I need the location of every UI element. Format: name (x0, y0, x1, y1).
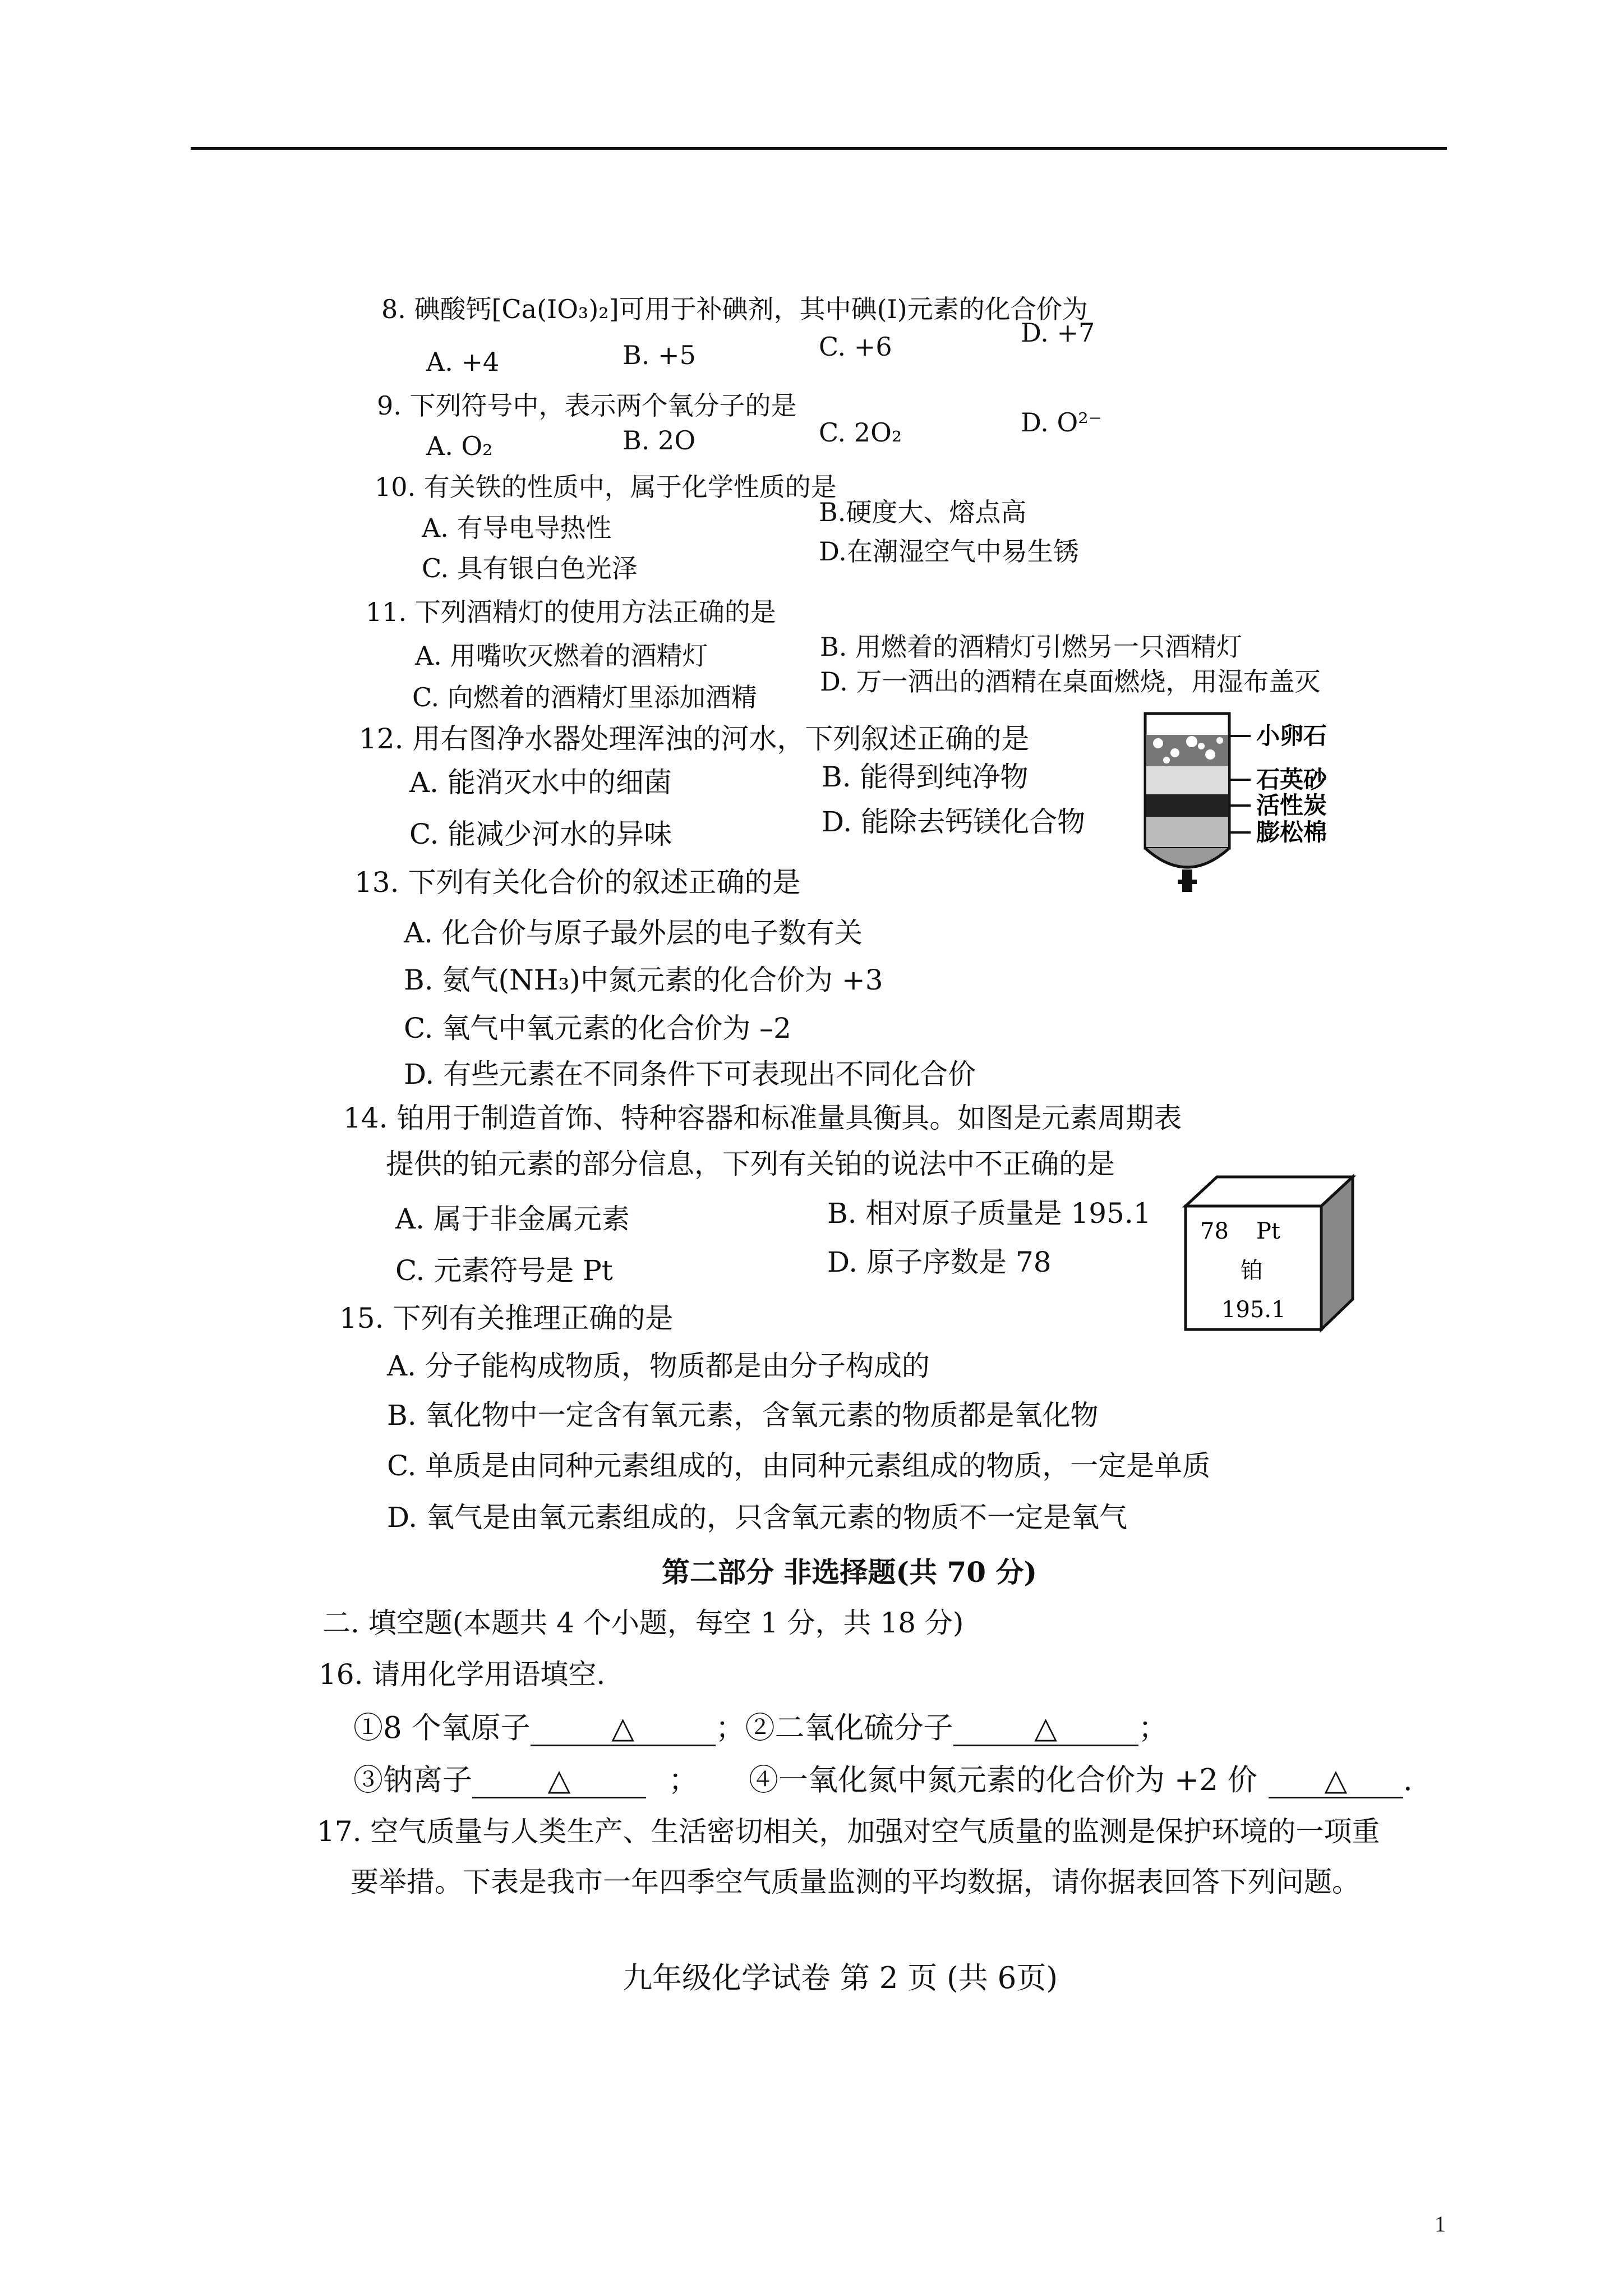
cotton-layer (1146, 817, 1228, 847)
element-name: 铂 (1241, 1258, 1263, 1283)
q17-line2: 要举措。下表是我市一年四季空气质量监测的平均数据，请你据表回答下列问题。 (351, 1866, 1360, 1898)
q8-option-d: D. +7 (1021, 318, 1095, 348)
q16-blank-4[interactable]: △ (1269, 1764, 1403, 1798)
q12-option-b: B. 能得到纯净物 (822, 761, 1029, 793)
q16-line1-end: ； (1138, 1711, 1168, 1745)
q16-item2-label: ；②二氧化硫分子 (715, 1711, 953, 1745)
q14-option-b: B. 相对原子质量是 195.1 (827, 1197, 1151, 1230)
cube-side (1321, 1177, 1353, 1329)
label-pebbles: 小卵石 (1256, 722, 1327, 749)
q9-option-d: D. O²⁻ (1021, 407, 1102, 438)
top-rule (191, 147, 1447, 150)
q9-option-c: C. 2O₂ (819, 417, 902, 448)
element-symbol: Pt (1256, 1218, 1280, 1244)
q10-stem: 10. 有关铁的性质中，属于化学性质的是 (375, 472, 837, 502)
q14-option-a: A. 属于非金属元素 (395, 1203, 630, 1235)
q8-option-a: A. +4 (426, 347, 500, 377)
part2-title: 第二部分 非选择题(共 70 分) (662, 1556, 1038, 1589)
q16-line2-end: . (1403, 1763, 1413, 1797)
q13-option-b: B. 氨气(NH₃)中氮元素的化合价为 +3 (404, 964, 883, 996)
q11-option-d: D. 万一洒出的酒精在桌面燃烧，用湿布盖灭 (820, 666, 1321, 697)
q16-line2 (353, 1764, 1413, 1798)
q12-option-a: A. 能消灭水中的细菌 (409, 766, 672, 799)
label-activated-carbon: 活性炭 (1256, 792, 1327, 819)
q11-stem: 11. 下列酒精灯的使用方法正确的是 (366, 597, 776, 627)
q9-option-a: A. O₂ (426, 431, 493, 461)
q16-stem: 16. 请用化学用语填空. (319, 1658, 606, 1691)
label-cotton: 膨松棉 (1256, 818, 1327, 846)
purifier-bottom (1145, 848, 1229, 867)
element-atomic-number: 78 (1200, 1218, 1229, 1244)
water-purifier-figure (1138, 701, 1363, 909)
q12-stem: 12. 用右图净水器处理浑浊的河水，下列叙述正确的是 (359, 723, 1030, 755)
q10-option-c: C. 具有银白色光泽 (422, 553, 638, 583)
section2-title: 二. 填空题(本题共 4 个小题，每空 1 分，共 18 分) (322, 1607, 964, 1639)
q15-option-a: A. 分子能构成物质，物质都是由分子构成的 (387, 1350, 930, 1382)
q14-option-c: C. 元素符号是 Pt (395, 1254, 613, 1287)
carbon-layer (1146, 794, 1228, 817)
q11-option-c: C. 向燃着的酒精灯里添加酒精 (412, 682, 757, 712)
q10-option-a: A. 有导电导热性 (422, 513, 612, 543)
page-footer: 九年级化学试卷 第 2 页 (共 6页) (623, 1961, 1058, 1995)
q16-blank-1[interactable]: △ (531, 1712, 716, 1746)
q14-stem-line1: 14. 铂用于制造首饰、特种容器和标准量具衡具。如图是元素周期表 (343, 1102, 1182, 1134)
q11-option-b: B. 用燃着的酒精灯引燃另一只酒精灯 (820, 632, 1243, 662)
page-number: 1 (1435, 2211, 1446, 2237)
q16-item3-end: ； (668, 1763, 698, 1797)
q8-stem: 8. 碘酸钙[Ca(IO₃)₂]可用于补碘剂，其中碘(I)元素的化合价为 (381, 294, 1088, 324)
q16-item1-label: ①8 个氧原子 (353, 1711, 531, 1745)
q12-option-d: D. 能除去钙镁化合物 (822, 806, 1086, 838)
q10-option-b: B.硬度大、熔点高 (819, 497, 1027, 527)
q13-option-d: D. 有些元素在不同条件下可表现出不同化合价 (404, 1058, 976, 1091)
q14-option-d: D. 原子序数是 78 (827, 1246, 1052, 1278)
q11-option-a: A. 用嘴吹灭燃着的酒精灯 (415, 641, 708, 671)
q13-option-c: C. 氧气中氧元素的化合价为 –2 (404, 1012, 791, 1045)
q16-item4-label: ④一氧化氮中氮元素的化合价为 +2 价 (749, 1763, 1257, 1797)
q15-option-d: D. 氧气是由氧元素组成的，只含氧元素的物质不一定是氧气 (387, 1501, 1128, 1534)
q13-option-a: A. 化合价与原子最外层的电子数有关 (404, 917, 863, 949)
q14-stem-line2: 提供的铂元素的部分信息，下列有关铂的说法中不正确的是 (386, 1148, 1115, 1180)
q15-option-c: C. 单质是由同种元素组成的，由同种元素组成的物质，一定是单质 (387, 1450, 1211, 1482)
platinum-element-cube (1178, 1172, 1380, 1335)
element-atomic-mass: 195.1 (1221, 1297, 1286, 1323)
q10-option-d: D.在潮湿空气中易生锈 (819, 536, 1079, 567)
sand-layer (1146, 766, 1228, 794)
pebble-layer (1146, 735, 1228, 766)
q15-stem: 15. 下列有关推理正确的是 (339, 1302, 674, 1335)
q12-option-c: C. 能减少河水的异味 (409, 818, 672, 850)
label-quartz-sand: 石英砂 (1256, 766, 1327, 793)
q17-line1: 17. 空气质量与人类生产、生活密切相关，加强对空气质量的监测是保护环境的一项重 (317, 1815, 1380, 1848)
q9-option-b: B. 2O (623, 425, 696, 455)
q8-option-b: B. +5 (623, 340, 696, 370)
q13-stem: 13. 下列有关化合价的叙述正确的是 (354, 866, 801, 899)
q8-option-c: C. +6 (819, 332, 892, 362)
q16-blank-2[interactable]: △ (953, 1712, 1138, 1746)
q16-line1 (353, 1712, 1168, 1746)
q16-item3-label: ③钠离子 (353, 1763, 472, 1797)
q9-stem: 9. 下列符号中，表示两个氧分子的是 (377, 390, 797, 421)
q16-blank-3[interactable]: △ (472, 1764, 646, 1798)
q15-option-b: B. 氧化物中一定含有氧元素，含氧元素的物质都是氧化物 (387, 1399, 1099, 1432)
